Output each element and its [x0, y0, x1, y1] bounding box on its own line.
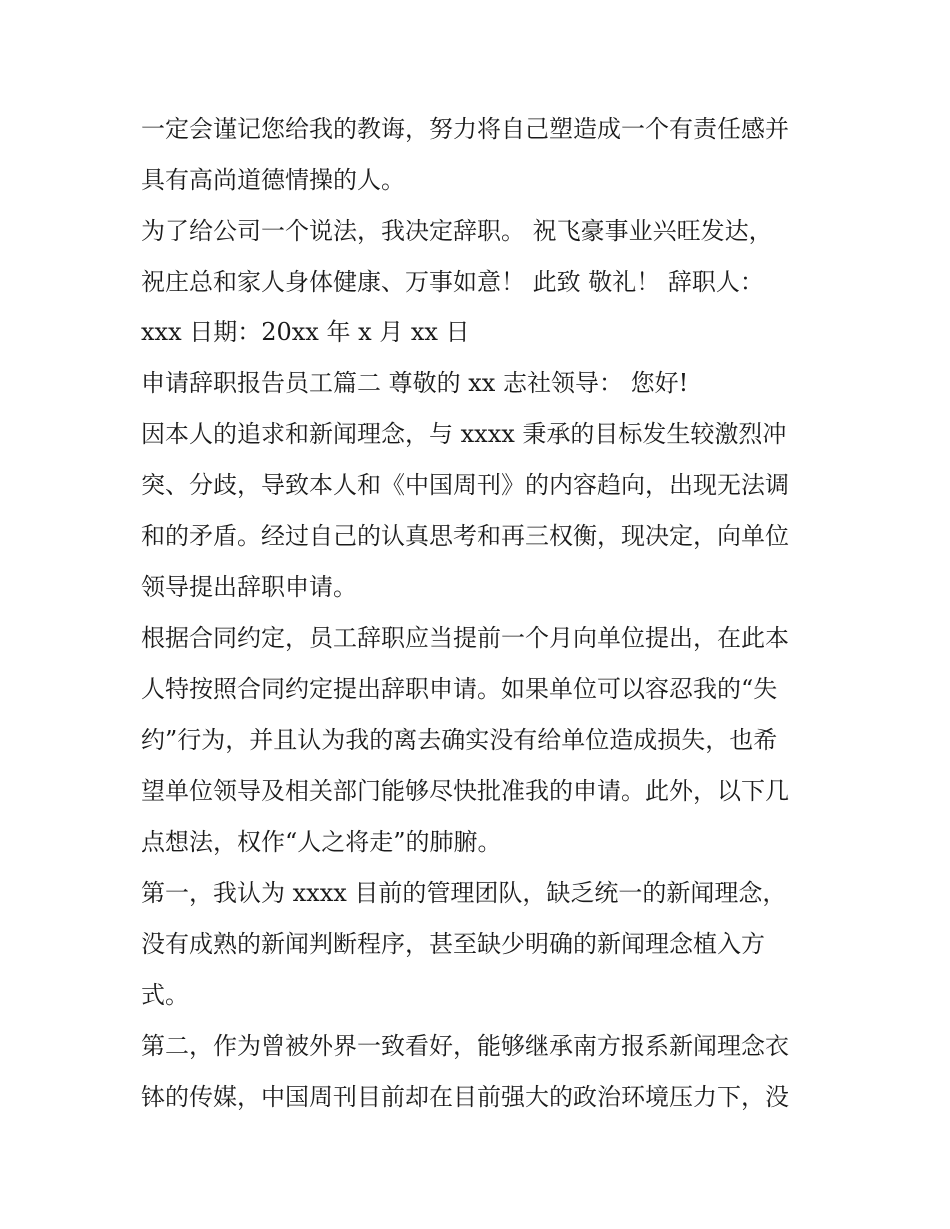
text-line: 一定会谨记您给我的教诲，努力将自己塑造成一个有责任感并: [141, 115, 789, 143]
text-line: 式。: [141, 981, 189, 1009]
text-line: 第一，我认为 xxxx 目前的管理团队，缺乏统一的新闻理念，: [141, 879, 787, 907]
text-line: 根据合同约定，员工辞职应当提前一个月向单位提出，在此本: [141, 624, 789, 652]
text-line: 钵的传媒，中国周刊目前却在目前强大的政治环境压力下，没: [141, 1083, 789, 1111]
text-line: 为了给公司一个说法，我决定辞职。 祝飞豪事业兴旺发达，: [141, 217, 773, 245]
text-line: 和的矛盾。经过自己的认真思考和再三权衡，现决定，向单位: [141, 522, 789, 550]
text-line: xxx 日期：20xx 年 x 月 xx 日: [141, 318, 470, 346]
text-line: 领导提出辞职申请。: [141, 573, 357, 601]
text-line: 点想法，权作“人之将走”的肺腑。: [141, 828, 502, 856]
text-line: 因本人的追求和新闻理念，与 xxxx 秉承的目标发生较激烈冲: [141, 420, 787, 448]
text-line: 突、分歧，导致本人和《中国周刊》的内容趋向，出现无法调: [141, 471, 789, 499]
text-line: 申请辞职报告员工篇二 尊敬的 xx 志社领导： 您好!: [141, 369, 689, 397]
text-line: 具有高尚道德情操的人。: [141, 166, 405, 194]
text-line: 第二，作为曾被外界一致看好，能够继承南方报系新闻理念衣: [141, 1032, 789, 1060]
text-line: 没有成熟的新闻判断程序，甚至缺少明确的新闻理念植入方: [141, 930, 765, 958]
text-line: 人特按照合同约定提出辞职申请。如果单位可以容忍我的“失: [141, 675, 778, 703]
text-line: 约”行为，并且认为我的离去确实没有给单位造成损失，也希: [141, 726, 778, 754]
text-line: 望单位领导及相关部门能够尽快批准我的申请。此外，以下几: [141, 777, 789, 805]
text-line: 祝庄总和家人身体健康、万事如意！ 此致 敬礼！ 辞职人：: [141, 268, 764, 296]
